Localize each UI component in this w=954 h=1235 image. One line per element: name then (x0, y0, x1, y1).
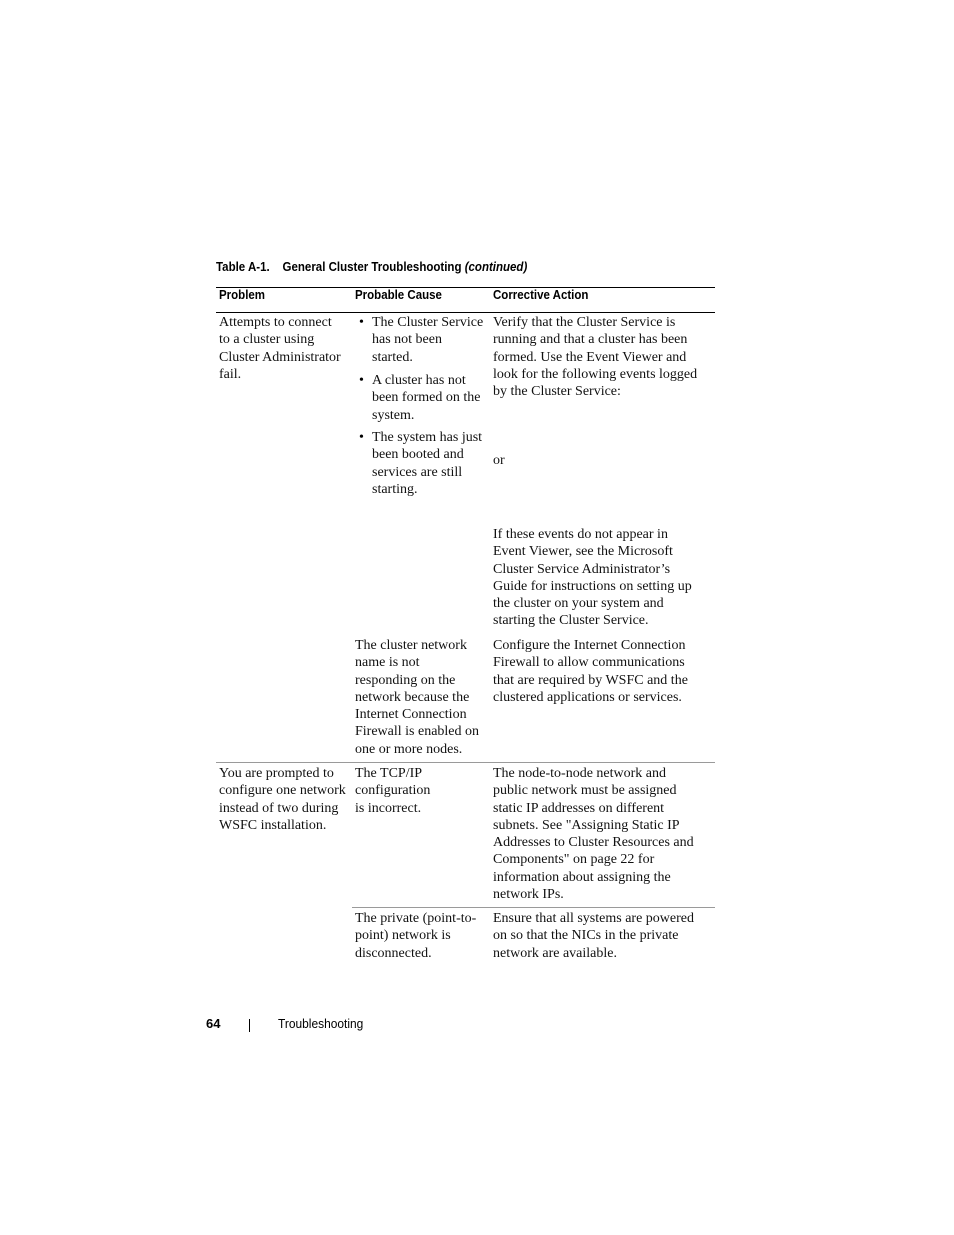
row-divider (216, 762, 715, 763)
line: WSFC installation. (219, 817, 327, 833)
line: You are prompted to (219, 766, 334, 781)
line: to a cluster using (219, 332, 315, 348)
line: A cluster has not (372, 373, 466, 388)
line: been booted and (372, 447, 464, 463)
line: system. (372, 407, 415, 423)
table-caption (216, 260, 527, 274)
line: Event Viewer, see the Microsoft (493, 544, 673, 560)
line: Cluster Service Administrator’s (493, 561, 671, 577)
line: network because the (355, 689, 470, 705)
table-top-rule (216, 287, 715, 288)
line: Configure the Internet Connection (493, 638, 686, 653)
line: the cluster on your system and (493, 596, 664, 612)
cause-firewall (355, 637, 489, 758)
line: Firewall to allow communications (493, 655, 685, 671)
line: Components" on page 22 for (493, 852, 655, 868)
line: The node-to-node network and (493, 766, 666, 781)
line: starting. (372, 481, 418, 497)
action-static-ip (493, 765, 713, 903)
line: fail. (219, 366, 242, 382)
line: that are required by WSFC and the (493, 672, 688, 688)
line: Addresses to Cluster Resources and (493, 835, 694, 851)
line: Attempts to connect (219, 315, 332, 330)
action-power-on (493, 910, 713, 962)
line: by the Cluster Service: (493, 384, 621, 400)
line: The cluster network (355, 638, 467, 653)
page-number: 64 (206, 1016, 221, 1031)
line: has not been (372, 332, 442, 348)
line: network IPs. (493, 887, 564, 903)
bullet-marker: • (359, 315, 364, 330)
cause-bullet-2 (372, 372, 490, 424)
line: started. (372, 349, 413, 365)
line: public network must be assigned (493, 783, 677, 799)
line: formed. Use the Event Viewer and (493, 349, 687, 365)
line: running and that a cluster has been (493, 332, 688, 348)
line: name is not (355, 655, 420, 671)
line: is incorrect. (355, 800, 422, 816)
line: clustered applications or services. (493, 689, 682, 705)
line: services are still (372, 464, 463, 480)
line: configure one network (219, 783, 346, 799)
footer-separator (249, 1019, 250, 1032)
line: Internet Connection (355, 707, 467, 723)
line: The private (point-to- (355, 911, 477, 926)
line: responding on the (355, 672, 456, 688)
header-bottom-rule (216, 312, 715, 313)
row1-problem (219, 314, 351, 383)
line: on so that the NICs in the private (493, 928, 679, 944)
action-configure-firewall (493, 637, 713, 706)
header-corrective-action: Corrective Action (493, 288, 589, 302)
cause-private-network (355, 910, 489, 962)
line: disconnected. (355, 945, 432, 961)
line: configuration (355, 783, 431, 799)
line: network are available. (493, 945, 617, 961)
line: point) network is (355, 928, 451, 944)
row2-problem (219, 765, 351, 834)
sub-row-divider (352, 907, 715, 908)
line: subnets. See "Assigning Static IP (493, 817, 680, 833)
table-label: Table A-1. (216, 260, 270, 274)
line: been formed on the (372, 390, 481, 406)
line: The TCP/IP (355, 766, 423, 781)
line: look for the following events logged (493, 366, 698, 382)
header-probable-cause: Probable Cause (355, 288, 442, 302)
line: If these events do not appear in (493, 527, 668, 542)
line: Firewall is enabled on (355, 724, 480, 740)
line: Guide for instructions on setting up (493, 578, 692, 594)
footer-section-title: Troubleshooting (278, 1016, 364, 1031)
line: information about assigning the (493, 869, 671, 885)
line: one or more nodes. (355, 741, 463, 757)
line: starting the Cluster Service. (493, 613, 649, 629)
line: instead of two during (219, 800, 339, 816)
header-problem: Problem (219, 288, 266, 302)
line: static IP addresses on different (493, 800, 665, 816)
table-title: General Cluster Troubleshooting (282, 260, 462, 274)
line: Verify that the Cluster Service is (493, 315, 676, 330)
line: Cluster Administrator (219, 349, 341, 365)
cause-tcpip (355, 765, 489, 817)
cause-bullet-1 (372, 314, 490, 366)
line: The Cluster Service (372, 315, 484, 330)
action-or: or (493, 453, 505, 468)
bullet-marker: • (359, 373, 364, 388)
table-continued: (continued) (464, 260, 528, 274)
bullet-marker: • (359, 430, 364, 445)
action-if-events-missing (493, 526, 713, 630)
cause-bullet-3 (372, 429, 490, 498)
line: Ensure that all systems are powered (493, 911, 694, 926)
action-verify-cluster (493, 314, 713, 400)
line: The system has just (372, 430, 483, 445)
